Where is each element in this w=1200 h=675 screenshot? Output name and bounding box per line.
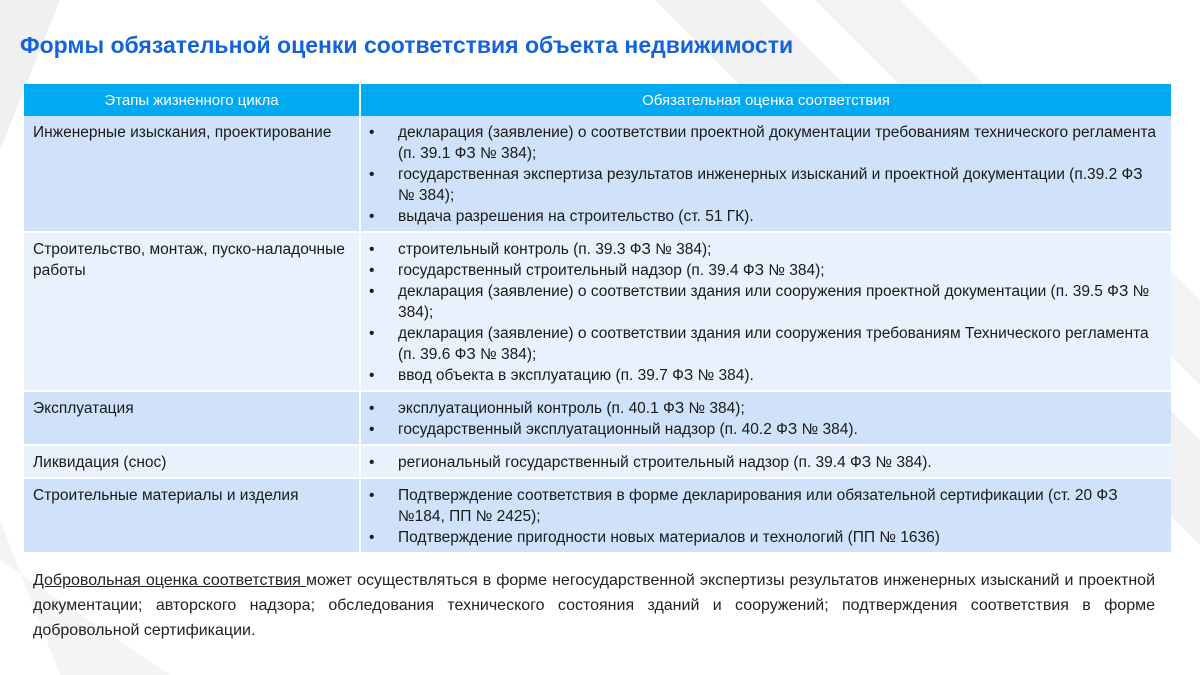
list-item-text: Подтверждение соответствия в форме декларирования или обязательной сертификации (ст. 20 ФЗ №184, ПП № 2425); bbox=[398, 487, 1118, 525]
footnote-underlined-lead: Добровольная оценка соответствия bbox=[33, 572, 306, 589]
list-item bbox=[369, 281, 1163, 323]
list-item-text: государственная экспертиза результатов инженерных изысканий и проектной документации (п.39.2 ФЗ № 384); bbox=[398, 166, 1143, 204]
bullet-icon: • bbox=[369, 283, 375, 300]
list-item-text: ввод объекта в эксплуатацию (п. 39.7 ФЗ № 384). bbox=[398, 367, 754, 384]
requirements-list bbox=[369, 452, 1163, 473]
bullet-icon: • bbox=[369, 529, 375, 546]
list-item bbox=[369, 260, 1163, 281]
bullet-icon: • bbox=[369, 400, 375, 417]
table-row bbox=[24, 232, 1171, 391]
list-item-text: государственный строительный надзор (п. 39.4 ФЗ № 384); bbox=[398, 262, 825, 279]
bullet-icon: • bbox=[369, 487, 375, 504]
list-item-text: региональный государственный строительный надзор (п. 39.4 ФЗ № 384). bbox=[398, 454, 932, 471]
list-item bbox=[369, 323, 1163, 365]
requirements-cell bbox=[360, 232, 1171, 391]
stage-cell: Инженерные изыскания, проектирование bbox=[24, 116, 360, 232]
list-item-text: государственный эксплуатационный надзор (п. 40.2 ФЗ № 384). bbox=[398, 421, 858, 438]
header-assessment: Обязательная оценка соответствия bbox=[360, 84, 1171, 116]
page-title: Формы обязательной оценки соответствия объекта недвижимости bbox=[20, 32, 794, 58]
list-item bbox=[369, 239, 1163, 260]
list-item-text: строительный контроль (п. 39.3 ФЗ № 384); bbox=[398, 241, 712, 258]
list-item-text: Подтверждение пригодности новых материалов и технологий (ПП № 1636) bbox=[398, 529, 940, 546]
table-header-row bbox=[24, 84, 1171, 116]
requirements-list bbox=[369, 122, 1163, 227]
header-stages: Этапы жизненного цикла bbox=[24, 84, 360, 116]
requirements-list bbox=[369, 239, 1163, 386]
requirements-cell bbox=[360, 116, 1171, 232]
requirements-list bbox=[369, 485, 1163, 548]
list-item-text: эксплуатационный контроль (п. 40.1 ФЗ № 384); bbox=[398, 400, 745, 417]
list-item bbox=[369, 485, 1163, 527]
assessment-table bbox=[24, 84, 1171, 554]
bullet-icon: • bbox=[369, 454, 375, 471]
list-item bbox=[369, 398, 1163, 419]
requirements-cell bbox=[360, 478, 1171, 553]
table-row bbox=[24, 116, 1171, 232]
list-item bbox=[369, 527, 1163, 548]
list-item bbox=[369, 122, 1163, 164]
bullet-icon: • bbox=[369, 421, 375, 438]
bullet-icon: • bbox=[369, 166, 375, 183]
stage-cell: Строительство, монтаж, пуско-наладочные работы bbox=[24, 232, 360, 391]
stage-cell: Ликвидация (снос) bbox=[24, 445, 360, 478]
list-item bbox=[369, 419, 1163, 440]
list-item bbox=[369, 452, 1163, 473]
list-item bbox=[369, 365, 1163, 386]
table-row bbox=[24, 478, 1171, 553]
stage-cell: Эксплуатация bbox=[24, 391, 360, 445]
stage-cell: Строительные материалы и изделия bbox=[24, 478, 360, 553]
list-item-text: декларация (заявление) о соответствии проектной документации требованиям технического регламента (п. 39.1 ФЗ № 384); bbox=[398, 124, 1157, 162]
list-item bbox=[369, 206, 1163, 227]
bullet-icon: • bbox=[369, 325, 375, 342]
list-item-text: декларация (заявление) о соответствии здания или сооружения требованиям Технического регламента (п. 39.6 ФЗ № 384); bbox=[398, 325, 1149, 363]
bullet-icon: • bbox=[369, 241, 375, 258]
requirements-list bbox=[369, 398, 1163, 440]
requirements-cell bbox=[360, 445, 1171, 478]
bullet-icon: • bbox=[369, 367, 375, 384]
table-row bbox=[24, 391, 1171, 445]
voluntary-assessment-note bbox=[33, 568, 1155, 643]
table-row bbox=[24, 445, 1171, 478]
list-item bbox=[369, 164, 1163, 206]
bullet-icon: • bbox=[369, 208, 375, 225]
requirements-cell bbox=[360, 391, 1171, 445]
list-item-text: декларация (заявление) о соответствии здания или сооружения проектной документации (п. 39.5 ФЗ № 384); bbox=[398, 283, 1150, 321]
list-item-text: выдача разрешения на строительство (ст. 51 ГК). bbox=[398, 208, 754, 225]
bullet-icon: • bbox=[369, 262, 375, 279]
bullet-icon: • bbox=[369, 124, 375, 141]
footnote-text: может осуществляться в форме негосударственной экспертизы результатов инженерных изысканий и проектной документации; авторского надзора; обследования технического состояния зданий и сооружений; подтверждения соответствия в форме добровольной сертификации. bbox=[33, 572, 1156, 639]
